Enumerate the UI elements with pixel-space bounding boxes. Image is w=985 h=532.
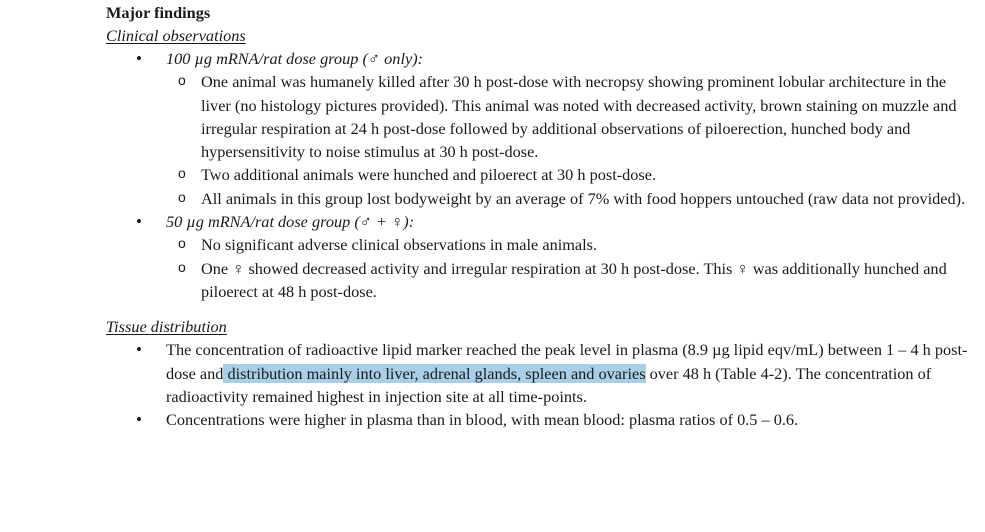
dose-group-50 [106,210,976,303]
tissue-distribution-list [106,338,976,431]
observation-item: o Two additional animals were hunched and piloerect at 30 h post-dose. [166,163,976,186]
document-body [106,1,976,431]
dose-group-label: • 50 µg mRNA/rat dose group (♂ + ♀): [166,212,415,232]
highlighted-text[interactable]: distribution mainly into liver, adrenal glands, spleen and ovaries [223,363,646,383]
clinical-observations-list [106,47,976,303]
tissue-distribution-heading: Tissue distribution [106,317,227,337]
tissue-text-before: The concentration of radioactive lipid marker reached the peak level in plasma (8.9 µg lipid eqv/mL) between 1 – 4 h post-dose and [166,340,968,383]
observation-item: o No significant adverse clinical observations in male animals. [166,233,976,256]
dose-group-observations [166,233,976,303]
observation-item: o All animals in this group lost bodyweight by an average of 7% with food hoppers untouched (raw data not provided). [166,187,976,210]
tissue-text-after: over 48 h (Table 4-2). The concentration of radioactivity remained highest in injection site at all time-points. [166,363,932,406]
clinical-observations-heading: Clinical observations [106,26,246,45]
dose-group-label: • 100 µg mRNA/rat dose group (♂ only): [166,49,424,68]
major-findings-heading: Major findings [106,3,211,22]
observation-item: o One animal was humanely killed after 30 h post-dose with necropsy showing prominent lobular architecture in the liver (no histology pictures provided). This animal was noted with decreased activity, brown staining on muzzle and irregular respiration at 24 h post-dose followed by additional observations of piloerection, hunched body and hypersensitivity to noise stimulus at 30 h post-dose. [166,70,976,163]
observation-item: o One ♀ showed decreased activity and irregular respiration at 30 h post-dose. This ♀ was additionally hunched and piloerect at 48 h post-dose. [166,257,976,304]
tissue-bullet [106,338,976,408]
dose-group-observations [166,70,976,210]
tissue-bullet: • Concentrations were higher in plasma than in blood, with mean blood: plasma ratios of 0.5 – 0.6. [106,408,976,431]
dose-group-100 [106,47,976,210]
